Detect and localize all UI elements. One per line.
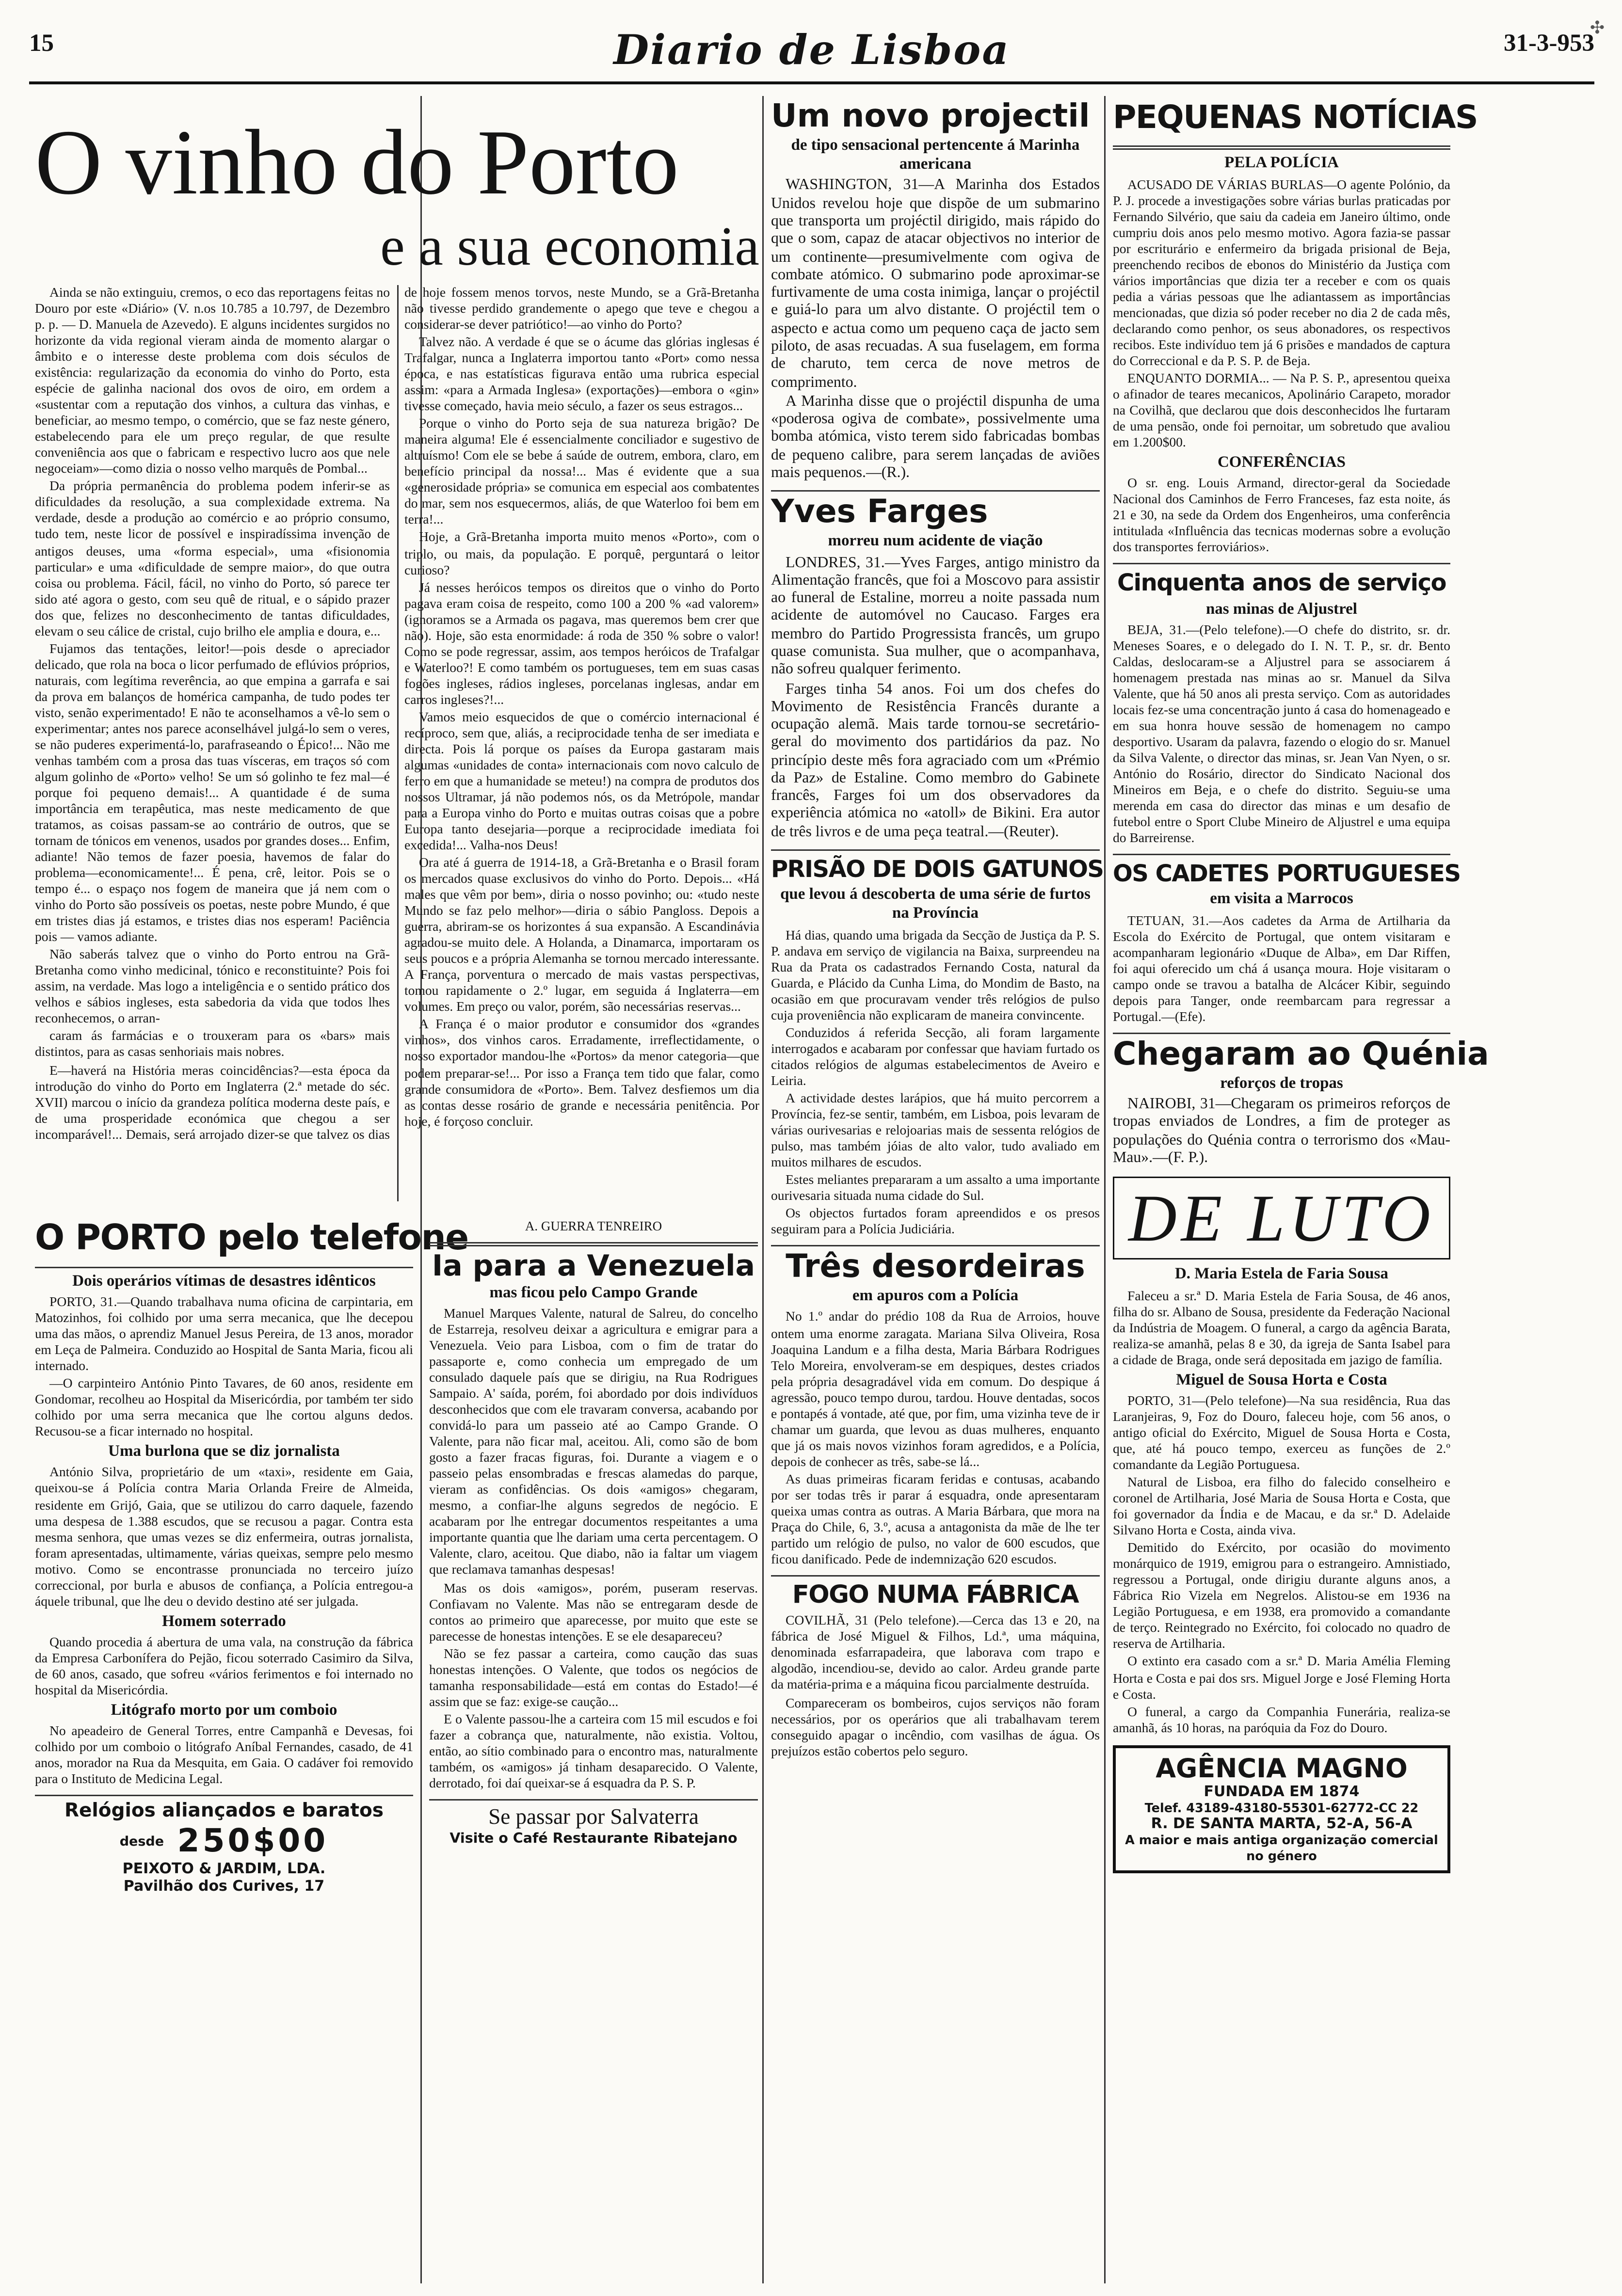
relogios-price: 250$00 — [177, 1823, 329, 1860]
luto-headline: DE LUTO — [1113, 1177, 1450, 1260]
page-number: 15 — [29, 29, 54, 57]
divider — [1113, 1033, 1450, 1034]
divider — [429, 1242, 758, 1246]
paragraph: Demitido do Exército, por ocasião do movimento monárquico de 1919, emigrou para o estrangeiro. Amnistiado, regressou a Portugal, onde dirigiu durante alguns anos, a Fábrica Rio Vizela em Negrelos. Alistou-se em 1936 na Legião Portuguesa, e em 1938, era promovido a comandante de terço. Reintegrado no Exército, foi colocado no quadro de reserva de Artilharia. — [1113, 1540, 1450, 1652]
luto-body1 — [1113, 1288, 1450, 1368]
divider — [771, 1245, 1100, 1247]
paragraph: O funeral, a cargo da Companhia Funerária, realiza-se amanhã, ás 10 horas, na paróquia da Foz do Douro. — [1113, 1704, 1450, 1735]
desordeiras-body — [771, 1309, 1100, 1568]
paragraph: Farges tinha 54 anos. Foi um dos chefes do Movimento de Resistência Francês durante a ocupação alemã. Mais tarde tornou-se secretário-geral do movimento dos partidários da paz. No princípio deste mês fora agraciado com um «Prémio da Paz» de Estaline. Como membro do Gabinete francês, Farges foi um dos observadores da experiência atómica no «atoll» de Bikini. Era autor de três livros e de uma peça teatral.—(Reuter). — [771, 681, 1100, 841]
salvaterra-line2: Visite o Café Restaurante Ribatejano — [450, 1831, 738, 1847]
farges-sub: morreu num acidente de viação — [828, 533, 1043, 551]
divider — [771, 1575, 1100, 1577]
magno-line5: A maior e mais antiga organização comercial no género — [1125, 1834, 1438, 1864]
noticias-body2 — [1113, 476, 1450, 556]
paragraph: Da própria permanência do problema podem inferir-se as dificuldades da resolução, a sua complexidade extrema. Na verdade, desde a produção ao comércio e ao próprio consumo, tudo tem, neste licor de possível e inspiradíssima invenção de antigos deuses, uma «forma especial», uma «fisionomia particular» e uma «dificuldade de sempre maior», do que outra coisa ou problema. Fácil, fácil, no vinho do Porto, só parece ter sido até agora o gesto, com seu quê de ritual, e o sápido prazer dos que, felizes no desconhecimento de tantas dificuldades, elevam o seu cálice de cristal, cujo brilho ele amplia e doura, e... — [35, 479, 390, 638]
paragraph: No apeadeiro de General Torres, entre Campanhã e Devesas, foi colhido por um comboio o litógrafo Aníbal Fernandes, casado, de 41 anos, morador na Rua da Mesquita, em Gaia. O cadáver foi removido para o Instituto de Medicina Legal. — [35, 1723, 413, 1786]
paragraph: COVILHÃ, 31 (Pelo telefone).—Cerca das 13 e 20, na fábrica de José Miguel & Filhos, Ld.ª, uma máquina, denominada esfarrapadeira, que laborava com trapo e algodão, incendiou-se, devido ao calor. Ardeu grande parte da matéria-prima e a máquina ficou parcialmente destruída. — [771, 1613, 1100, 1692]
noticias-section2: CONFERÊNCIAS — [1217, 454, 1346, 472]
desordeiras-sub: em apuros com a Polícia — [852, 1287, 1019, 1305]
column-three — [771, 96, 1104, 2283]
paragraph: WASHINGTON, 31—A Marinha dos Estados Unidos revelou hoje que dispõe de um submarino que transporta um projéctil dirigido, mais rápido do que o som, capaz de atacar objectivos no interior de um continente—presumivelmente com ogiva de combate atómico. O submarino pode aproximar-se furtivamente de uma costa inimiga, lançar o projéctil e guiá-lo para um alvo distante. O projéctil tem o aspecto e actua como um pequeno caça de jacto sem piloto, de asas recuadas. A sua fuselagem, em forma de charuto, tem cerca de nove metros de comprimento. — [771, 178, 1100, 391]
cadetes-body — [1113, 913, 1450, 1025]
paragraph: PORTO, 31—(Pelo telefone)—Na sua residência, Rua das Laranjeiras, 9, Foz do Douro, faleceu hoje, com 56 anos, o antigo oficial do Exército, Miguel de Sousa Horta e Costa, que, até há pouco tempo, exerceu as funções de 2.º comandante da Legião Portuguesa. — [1113, 1393, 1450, 1472]
paragraph: Ora até á guerra de 1914-18, a Grã-Bretanha e o Brasil foram os mercados quase exclusivos do vinho do Porto. Depois... «Há males que vêm por bem», diria o nosso povinho; ou: «tudo neste Mundo se faz pelo melhor»—diria o sábio Pangloss. Depois a guerra, abriram-se os horizontes á sua expansão. A Escandinávia agradou-se muito dele. A Holanda, a Dinamarca, importaram os seus poucos e a própria Alemanha se tornou mercado interessante. A França, porventura o mercado de mais vastas perspectivas, tomou rapidamente o 2.º lugar, em seguida á Inglaterra—em volumes. Em preço ou valor, porém, são necessárias reservas... — [404, 855, 759, 1015]
paragraph: Os objectos furtados foram apreendidos e os presos seguiram para a Polícia Judiciária. — [771, 1206, 1100, 1237]
quenia-body — [1113, 1097, 1450, 1168]
projectil-sub: de tipo sensacional pertencente á Marinha americana — [791, 137, 1080, 174]
vinho-banner — [35, 96, 759, 288]
relogios-line1: Relógios aliançados e baratos — [64, 1801, 384, 1823]
paragraph: No 1.º andar do prédio 108 da Rua de Arroios, houve ontem uma enorme zaragata. Mariana Silva Oliveira, Rosa Joaquina Landum e a filha desta, Maria Bárbara Rodrigues Telo Moreira, envolveram-se em despiques, destes criados pela própria desagradável vida em comum. Do despique á agressão, pouco tempo durou, tardou. Houve dentadas, socos e pontapés á vontade, até que, por fim, uma vizinha teve de ir chamar um guarda, que levou as duas mulheres, enquanto que já os mais novos vizinhos foram agredidos, e a Polícia, depois de conhecer as três, sabe-se lá... — [771, 1309, 1100, 1469]
fabrica-body — [771, 1613, 1100, 1759]
column-rule — [1104, 96, 1106, 2283]
porto-telefone-section — [35, 1213, 468, 2283]
magno-line2: FUNDADA EM 1874 — [1204, 1785, 1360, 1801]
aljustrel-headline: Cinquenta anos de serviço — [1117, 569, 1446, 597]
magno-line4: R. DE SANTA MARTA, 52-A, 56-A — [1151, 1817, 1413, 1834]
column-four — [1113, 96, 1489, 2283]
paragraph: Vamos meio esquecidos de que o comércio internacional é recíproco, sem que, aliás, a reciprocidade tenha de ser imediata e directa. Pois lá porque os países da Europa gastaram mais algumas «unidades de conta» internacionais com novo calculo de ferro em que a humanidade se meteu!) na compra de produtos dos nossos Ultramar, já não podemos nós, os da Metrópole, mandar para a Europa vinho do Porto e muitas outras coisas que a pobre Europa tanto desejaria—porque a reciprocidade imediata foi excedida!... Valha-nos Deus! — [404, 709, 759, 853]
noticias-section1: PELA POLÍCIA — [1224, 155, 1339, 173]
luto-sub2: Miguel de Sousa Horta e Costa — [1176, 1371, 1387, 1389]
venezuela-section — [429, 1213, 758, 2283]
porto-telefone-body1 — [35, 1294, 413, 1440]
paragraph: Não saberás talvez que o vinho do Porto entrou na Grã-Bretanha como vinho medicinal, tónico e reconstituinte? Pois foi assim, na verdade. Mas logo a inteligência e o sentido prático dos velhos e sábios ingleses, esta sabedoria da vida que todos lhes reconhecemos, o arran- — [35, 947, 390, 1026]
gatunos-headline: PRISÃO DE DOIS GATUNOS — [771, 855, 1104, 883]
venezuela-headline: Ia para a Venezuela — [432, 1247, 755, 1283]
paragraph: Porque o vinho do Porto seja de sua natureza brigão? De maneira alguma! Ele é essencialmente conciliador e sugestivo de altruísmo! Com ele se bebe á saúde de outrem, embora, claro, em benefício principal da nossa!... Mas é evidente que a sua «generosidade própria» se comunica em especial aos combatentes do mar, sem nos esquecermos, aliás, de que Waterloo foi bem em terra!... — [404, 416, 759, 527]
magno-line3: Telef. 43189-43180-55301-62772-CC 22 — [1144, 1802, 1419, 1817]
newspaper-title: Diario de Lisboa — [613, 26, 1010, 74]
venezuela-body — [429, 1306, 758, 1792]
paragraph: Quando procedia á abertura de uma vala, na construção da fábrica da Empresa Carbonífera do Pejão, ficou soterrado Casimiro da Silva, de 60 anos, casado, que sofreu «vários ferimentos e foi internado no hospital da Misericórdia. — [35, 1634, 413, 1698]
farges-headline: Yves Farges — [771, 494, 988, 531]
porto-telefone-headline: O PORTO pelo telefone — [35, 1217, 468, 1258]
divider — [1113, 146, 1450, 150]
paragraph: António Silva, proprietário de um «taxi», residente em Gaia, queixou-se á Polícia contra Maria Orlanda Freire de Almeida, residente em Grijó, Gaia, que se utilizou do carro daquele, fazendo uma despesa de 1.388 escudos, que se recusou a pagar. Contra esta mesma senhora, que umas vezes se diz enfermeira, outras jornalista, foram apresentadas, ultimamente, várias queixas, sempre pelo mesmo motivo. Como se encontrasse pronunciada no terceiro juízo correccional, por burla e abusos de confiança, a Polícia entregou-a áquele tribunal, que lhe deu o devido destino até ser julgada. — [35, 1465, 413, 1609]
issue-date: 31-3-953 — [1504, 29, 1594, 57]
paragraph: Faleceu a sr.ª D. Maria Estela de Faria Sousa, de 46 anos, filha do sr. Albano de Sousa, presidente da Federação Nacional da Indústria de Moagem. O funeral, a cargo da agência Barata, realiza-se amanhã, pelas 8 e 30, da igreja de Santa Isabel para a cidade de Braga, onde será depositada em jazigo de família. — [1113, 1288, 1450, 1367]
paragraph: A Marinha disse que o projéctil dispunha de uma «poderosa ogiva de combate», possivelmente uma bomba atómica, visto terem sido fabricadas bombas de pequeno calibre, para serem lançadas de aviões mais pequenos.—(R.). — [771, 394, 1100, 481]
divider — [771, 849, 1100, 851]
paragraph: caram ás farmácias e o trouxeram para os «bars» mais distintos, para as casas senhoriais mais nobres. — [35, 1029, 390, 1060]
projectil-headline: Um novo projectil — [771, 99, 1090, 135]
paragraph: —O carpinteiro António Pinto Tavares, de 60 anos, residente em Gondomar, recolheu ao Hospital da Misericórdia, por também ter sido colhido por uma serra mecanica que lhe cortou alguns dedos. Recusou-se a ficar internado no hospital. — [35, 1376, 413, 1439]
corner-mark-icon: ✣ — [1590, 17, 1605, 38]
paragraph: Compareceram os bombeiros, cujos serviços não foram necessários, por os operários que ali trabalhavam terem conseguido apagar o incêndio, com vasilhas de água. Os prejuízos estão cobertos pelo seguro. — [771, 1695, 1100, 1758]
vinho-signature: A. GUERRA TENREIRO — [525, 1219, 662, 1233]
quenia-sub: reforços de tropas — [1220, 1074, 1343, 1092]
paragraph: Ainda se não extinguiu, cremos, o eco das reportagens feitas no Douro por este «Diário» (V. n.os 10.785 a 10.797, de Dezembro p. p. — D. Manuela de Azevedo). E alguns incidentes surgidos no horizonte da vida regional vieram ainda de momento alargar o âmbito e o interesse deste problema com dois séculos de existência: regularização da economia do vinho do Porto, esta espécie de galinha nacional dos ovos de oiro, em ordem a «sustentar com a reputação dos vinhos, a cultura das vinhas, e beneficiar, ao mesmo tempo, o comércio, que se faz neste género, estabelecendo para ele um preço regular, de que resulte conveniência aos que o fabricam e respectivo lucro aos que nele negoceiam»—como dizia o nosso velho marquês de Pombal... — [35, 285, 390, 477]
paragraph: ACUSADO DE VÁRIAS BURLAS—O agente Polónio, da P. J. procede a investigações sobre várias burlas praticadas por Fernando Silvério, que saiu da cadeia em Janeiro último, onde cumpriu dois anos pelo mesmo motivo. Agora fazia-se passar por escriturário e enfermeiro da brigada prisional de Beja, preenchendo recibos de ebonos do Ministério da Justiça com vários importâncias que dizia ter a receber e com os quais pedia a várias pessoas que lhe adiantassem as importâncias mencionadas, que dizia só poder receber no dia 2 de cada mês, declarando como penhor, os seus abonadores, os respectivos recibos. Este indivíduo tem já 6 prisões e mandados de captura do Correccional e da P. S. P. de Beja. — [1113, 176, 1450, 368]
column-rule — [762, 96, 764, 2283]
divider — [35, 1266, 413, 1268]
paragraph: Não se fez passar a carteira, como caução das suas honestas intenções. O Valente, que todos os negócios de tamanha responsabilidade—está em contas do Estado!—é assim que se faz: exige-se caução... — [429, 1645, 758, 1709]
venezuela-sub: mas ficou pelo Campo Grande — [489, 1284, 698, 1302]
divider — [429, 1799, 758, 1801]
paragraph: PORTO, 31.—Quando trabalhava numa oficina de carpintaria, em Matozinhos, foi colhido por uma serra mecanica, que lhe decepou uma das mãos, o aprendiz Manuel Jesus Pereira, de 13 anos, morador em Leça de Palmeira. Conduzido ao Hospital de Santa Maria, ficou ali internado. — [35, 1294, 413, 1373]
divider — [1113, 854, 1450, 856]
paragraph: Hoje, a Grã-Bretanha importa muito menos «Porto», com o triplo, ou mais, da população. E porquê, perguntará o leitor curioso? — [404, 530, 759, 577]
porto-telefone-body2 — [35, 1465, 413, 1610]
magno-advert — [1113, 1745, 1450, 1873]
porto-telefone-body4 — [35, 1724, 413, 1788]
paragraph: Fujamos das tentações, leitor!—pois desde o apreciador delicado, que rola na boca o licor perfumado de eflúvios próprios, naturais, com legítima reverência, ao que empina a garrafa e sai da prova em balanços de homérica campanha, de tudo podes ter visto, senão experimentado! E não te aconselhamos a vê-lo sem o experimentar; antes nos parece aconselhável julgá-lo sem o veres, se não puderes experimentá-lo, parafraseando o Épico!... Não me venhas também com a prosa das tuas vísceras, em traços só com algum golinho de «Porto» velho! Se um só golinho te fez mal—é porque foi pequeno demais!... A quantidade é de suma importância em terapêutica, mas neste medicamento de que tratamos, as coisas passam-se ao contrário de outros, que se tornam de tónicos em venenos, usados por grandes doses... Enfim, adiante! Não temos de fazer poesia, havemos de falar do problema—economicamente!... É pena, crê, leitor. Pois se o tempo é... o espaço nos fogem de maneira que já nem com o vinho do Porto são possíveis os poetas, neste pobre Mundo, é que em tristes dias já estamos, e tristes dias nos esperam! Paciência pois — vamos adiante. — [35, 641, 390, 944]
paragraph: ENQUANTO DORMIA... — Na P. S. P., apresentou queixa o afinador de teares mecanicos, Apolinário Carapeto, morador na Covilhã, que declarou que dois desconhecidos lhe furtaram de uma pensão, onde foi pernoitar, um sobretudo que avaliou em 1.200$00. — [1113, 370, 1450, 450]
gatunos-sub: que levou á descoberta de uma série de furtos na Província — [780, 886, 1091, 923]
relogios-line3: PEIXOTO & JARDIM, LDA. — [122, 1862, 326, 1879]
paragraph: Conduzidos á referida Secção, ali foram largamente interrogados e acabaram por confessar que haviam furtado os citados relógios de algumas estabelecimentos de Aveiro e Leiria. — [771, 1025, 1100, 1088]
gatunos-body — [771, 927, 1100, 1238]
porto-telefone-sub3: Homem soterrado — [162, 1612, 286, 1630]
divider — [771, 491, 1100, 492]
relogios-line4: Pavilhão dos Curives, 17 — [123, 1880, 325, 1896]
vinho-subhead: e a sua economia — [380, 217, 759, 278]
divider — [1113, 563, 1450, 565]
quenia-headline: Chegaram ao Quénia — [1113, 1036, 1489, 1073]
relogios-desde: desde — [119, 1835, 164, 1850]
projectil-body — [771, 178, 1100, 483]
salvaterra-advert — [429, 1805, 758, 1848]
paragraph: Estes meliantes prepararam a um assalto a uma importante ourivesaria situada numa cidade do Sul. — [771, 1172, 1100, 1203]
noticias-headline: PEQUENAS NOTÍCIAS — [1113, 100, 1478, 137]
paragraph: Manuel Marques Valente, natural de Salreu, do concelho de Estarreja, resolveu deixar a agricultura e emigrar para a Venezuela. Veio para Lisboa, com o fim de tratar do passaporte e, como conhecia um empregado de um consulado daquele país que se dirigiu, na Rua Rodrigues Sampaio. A' saída, porém, foi abordado por dois indivíduos desconhecidos que com ele travaram conversa, acabando por convidá-lo para um passeio até ao Campo Grande. O Valente, para não ficar mal, aceitou. Ali, como são de bom gosto a fazer fracas figuras, foi. Durante a viagem e o passeio pelas ensombradas e frescas alamedas do parque, vieram as confidências. Os dois «amigos» chegaram, mesmo, a confiar-lhe alguns segredos de negócio. E acabaram por lhe entregar documentos respeitantes a uma importante quantia que lhe dariam uma certa percentagem. O Valente, claro, aceitou. Que diabo, não ia faltar um viagem que reclamava tamanhas despesas! — [429, 1306, 758, 1578]
cadetes-headline: OS CADETES PORTUGUESES — [1113, 860, 1461, 888]
paragraph: O sr. eng. Louis Armand, director-geral da Sociedade Nacional dos Caminhos de Ferro Franceses, faz esta noite, ás 21 e 30, na sede da Ordem dos Engenheiros, uma conferência intitulada «Influência das tecnicas modernas sobre a evolução dos transportes ferroviários». — [1113, 476, 1450, 555]
desordeiras-headline: Três desordeiras — [786, 1249, 1085, 1286]
porto-telefone-sub4: Litógrafo morto por um comboio — [111, 1702, 337, 1720]
vinho-article — [35, 285, 759, 1201]
paragraph: BEJA, 31.—(Pelo telefone).—O chefe do distrito, sr. dr. Meneses Soares, e o delegado do I. N. T. P., sr. dr. Bento Caldas, deslocaram-se a Aljustrel para se associarem á homenagem prestada nas minas ao sr. Manuel da Silva Valente, que há 50 anos ali presta serviço. Com as autoridades locais fez-se uma concentração junto á casa do homenageado e em sua honra houve sessão de homenagem no campo desportivo. Usaram da palavra, fazendo o elogio do sr. Manuel da Silva Valente, o director das minas, sr. Jean Van Nyen, o sr. António do Rosário, director do Sindicato Nacional dos Mineiros em Beja, e o chefe do distrito. Seguiu-se uma merenda em casa do director das minas e um desafio de futebol entre o Sport Clube Mineiro de Aljustrel e uma equipa do Barreirense. — [1113, 622, 1450, 845]
paragraph: Há dias, quando uma brigada da Secção de Justiça da P. S. P. andava em serviço de vigilancia na Baixa, surpreendeu na Rua da Prata os cadastrados Fernando Costa, natural da Guarda, e Plácido da Cunha Lima, do Mondim de Basto, na ocasião em que procuravam vender três relógios de pulso cuja proveniência não explicaram de maneira convincente. — [771, 927, 1100, 1022]
porto-telefone-sub1: Dois operários vítimas de desastres idênticos — [72, 1272, 376, 1290]
masthead-rule — [29, 81, 1594, 84]
paragraph: A França é o maior produtor e consumidor dos «grandes vinhos», dos vinhos caros. Erradamente, irreflectidamente, o nosso exportador mandou-lhe «Portos» da menor categoria—que podem preparar-se!... Por isso a França tem tido que falar, como grande consumidora de «Porto». Bem. Talvez desfiemos um dia as contas desse rosário de grande e necessária penitência. Por hoje, é forçoso concluir. — [404, 1017, 759, 1128]
divider — [35, 1795, 413, 1797]
salvaterra-line1: Se passar por Salvaterra — [488, 1806, 699, 1830]
paragraph: Mas os dois «amigos», porém, puseram reservas. Confiavam no Valente. Mas não se entregaram desde de contos ao primeiro que aparecesse, por muito que este se parecesse de honestas intenções. E se ele desapareceu? — [429, 1580, 758, 1643]
paragraph: A actividade destes larápios, que há muito percorrem a Província, fez-se sentir, também, em Lisboa, pois levaram de várias ourivesarias e relojoarias mais de sessenta relógios de pulso, mas também jóias de alto valor, tudo avaliado em muitos milhares de escudos. — [771, 1090, 1100, 1170]
paragraph: LONDRES, 31.—Yves Farges, antigo ministro da Alimentação francês, que foi a Moscovo para assistir ao funeral de Estaline, morreu a noite passada num acidente de automóvel no Caucaso. Farges era membro do Partido Progressista francês, um grupo quase comunista. Sua mulher, que o acompanhava, não sofreu qualquer ferimento. — [771, 555, 1100, 678]
paragraph: NAIROBI, 31—Chegaram os primeiros reforços de tropas enviados de Londres, a fim de proteger as populações do Quénia contra o terrorismo dos «Mau-Mau».—(F. P.). — [1113, 1097, 1450, 1166]
porto-telefone-body3 — [35, 1635, 413, 1699]
porto-telefone-sub2: Uma burlona que se diz jornalista — [108, 1443, 340, 1461]
masthead — [29, 17, 1594, 81]
aljustrel-body — [1113, 622, 1450, 846]
paragraph: O extinto era casado com a sr.ª D. Maria Amélia Fleming Horta e Costa e pai dos srs. Miguel Jorge e José Fleming Horta e Costa. — [1113, 1654, 1450, 1701]
farges-body — [771, 555, 1100, 843]
luto-sub1: D. Maria Estela de Faria Sousa — [1174, 1266, 1388, 1284]
paragraph: E—haverá na História meras coincidências?—esta época da introdução do vinho do Porto em Inglaterra (2.ª metade do séc. XVII) marcou o início da grandeza política moderna deste país, e de uma prosperidade económica que chegou a ser incomparável!... Demais, será arrojado dizer-se que talvez os dias de hoje fossem menos torvos, neste Mundo, se a Grã-Bretanha não tivesse perdido grandemente o apego que teve e chegou a considerar-se dever patriótico!—ao vinho do Porto? — [35, 285, 759, 1141]
luto-body2 — [1113, 1393, 1450, 1736]
vinho-headline: O vinho do Porto — [35, 111, 679, 214]
paragraph: Talvez não. A verdade é que se o ácume das glórias inglesas é Trafalgar, nunca a Inglaterra importou tanto «Port» como nessa época, e nas estatísticas figurava então uma rubrica especial assim: «para a Armada Inglesa» (exportações)—embora o «gin» tivesse começado, havia meio século, a fazer os seus estragos... — [404, 335, 759, 414]
paragraph: Já nesses heróicos tempos os direitos que o vinho do Porto pagava eram coisa de respeito, como 100 a 200 % «ad valorem» (ignoramos se a Armada os pagava, mas queremos bem crer que não). Hoje, são esta enormidade: á roda de 350 % sobre o valor! Como se pode regressar, assim, aos tempos heróicos de Trafalgar e Waterloo?! E como também os portugueses, tem em suas casas fogões ingleses, rádios ingleses, porcelanas inglesas, andar em carros ingleses?!... — [404, 579, 759, 707]
paragraph: E o Valente passou-lhe a carteira com 15 mil escudos e foi fazer a cobrança que, naturalmente, não existia. Voltou, então, ao sítio combinado para o encontro mas, naturalmente também, os «amigos» já tinham desaparecido. O Valente, derrotado, foi daí queixar-se á esquadra da P. S. P. — [429, 1711, 758, 1790]
aljustrel-sub: nas minas de Aljustrel — [1205, 600, 1357, 618]
paragraph: As duas primeiras ficaram feridas e contusas, acabando por ser todas três ir parar á esquadra, onde apresentaram queixa umas contra as outras. A Maria Bárbara, que mora na Praça do Chile, 6, 3.º, acusa a antagonista da mãe de lhe ter partido um relógio de pulso, no valor de 600 escudos, que ficou danificado. Pede de indemnização 620 escudos. — [771, 1471, 1100, 1566]
magno-line1: AGÊNCIA MAGNO — [1156, 1753, 1408, 1784]
fabrica-headline: FOGO NUMA FÁBRICA — [792, 1580, 1079, 1610]
relogios-advert — [35, 1801, 413, 1897]
paragraph: TETUAN, 31.—Aos cadetes da Arma de Artilharia da Escola do Exército de Portugal, que ontem visitaram e acompanharam legionário «Duque de Alba», em Dar Riffen, foi aqui oferecido um chá á usança moura. Hoje visitaram o campo onde se travou a batalha de Alcácer Kibir, seguindo depois para Tanger, onde reembarcam para regressar a Portugal.—(Efe). — [1113, 912, 1450, 1024]
noticias-body1 — [1113, 177, 1450, 451]
cadetes-sub: em visita a Marrocos — [1210, 891, 1353, 909]
paragraph: Natural de Lisboa, era filho do falecido conselheiro e coronel de Artilharia, José Maria de Sousa Horta e Costa, que foi governador da Índia e de Macau, e da sr.ª D. Adelaide Silvano Horta e Costa, ainda viva. — [1113, 1475, 1450, 1538]
